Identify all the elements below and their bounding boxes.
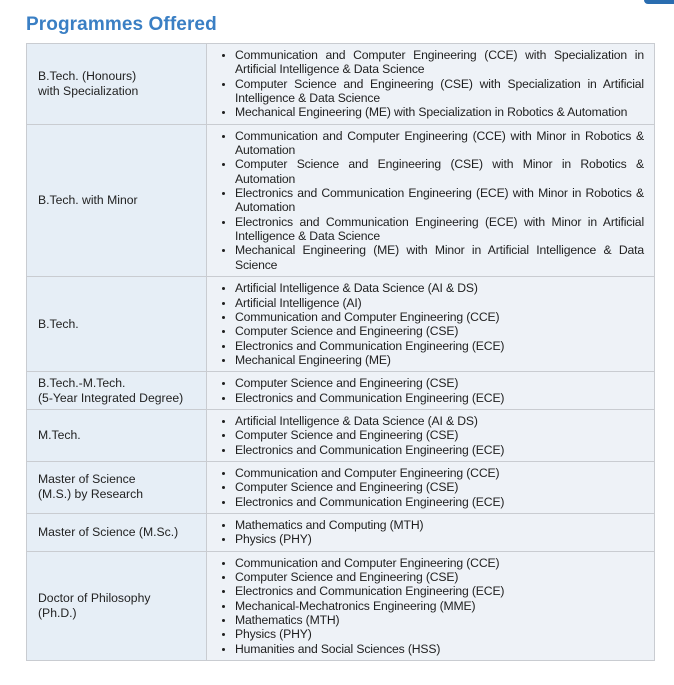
programme-item: • Electronics and Communication Engineering (ECE) xyxy=(235,495,644,509)
programme-list xyxy=(215,518,644,547)
programme-item: • Physics (PHY) xyxy=(235,627,644,641)
programme-item: • Mechanical-Mechatronics Engineering (MME) xyxy=(235,599,644,613)
programme-item: • Mathematics and Computing (MTH) xyxy=(235,518,644,532)
programme-item: • Communication and Computer Engineering (CCE) xyxy=(235,310,644,324)
programme-list xyxy=(215,48,644,120)
programme-item: • Artificial Intelligence (AI) xyxy=(235,296,644,310)
degree-cell xyxy=(27,277,207,372)
degree-name: Master of Science (M.Sc.) xyxy=(38,524,179,539)
degree-name: Master of Science (M.S.) by Research xyxy=(38,472,143,502)
programme-item: • Communication and Computer Engineering (CCE) with Minor in Robotics & Automation xyxy=(235,129,644,158)
programme-item: • Computer Science and Engineering (CSE) xyxy=(235,376,644,390)
programme-item: • Electronics and Communication Engineering (ECE) with Minor in Robotics & Automation xyxy=(235,186,644,215)
programmes-cell xyxy=(207,551,655,660)
programmes-cell xyxy=(207,277,655,372)
degree-cell xyxy=(27,461,207,513)
degree-name: B.Tech. xyxy=(38,316,79,331)
degree-cell xyxy=(27,513,207,551)
programme-list xyxy=(215,466,644,509)
programme-item: • Physics (PHY) xyxy=(235,532,644,546)
programmes-cell xyxy=(207,372,655,410)
programme-item: • Artificial Intelligence & Data Science (AI & DS) xyxy=(235,414,644,428)
programme-item: • Computer Science and Engineering (CSE) with Specialization in Artificial Intelligence & Data Science xyxy=(235,77,644,106)
programme-item: • Computer Science and Engineering (CSE) xyxy=(235,480,644,494)
programme-row xyxy=(27,277,655,372)
degree-name: B.Tech.-M.Tech. (5-Year Integrated Degree) xyxy=(38,375,184,405)
programme-row xyxy=(27,124,655,276)
programme-list xyxy=(215,414,644,457)
programme-item: • Electronics and Communication Engineering (ECE) xyxy=(235,339,644,353)
programme-row xyxy=(27,461,655,513)
programmes-table xyxy=(26,43,655,661)
degree-name: M.Tech. xyxy=(38,427,81,442)
programme-list xyxy=(215,129,644,272)
programmes-cell xyxy=(207,44,655,125)
degree-cell xyxy=(27,124,207,276)
programme-row xyxy=(27,44,655,125)
programme-item: • Artificial Intelligence & Data Science (AI & DS) xyxy=(235,281,644,295)
programme-item: • Electronics and Communication Engineering (ECE) xyxy=(235,443,644,457)
degree-cell xyxy=(27,372,207,410)
programme-item: • Mechanical Engineering (ME) xyxy=(235,353,644,367)
degree-name: B.Tech. (Honours) with Specialization xyxy=(38,68,139,98)
programme-item: • Electronics and Communication Engineering (ECE) xyxy=(235,391,644,405)
programme-item: • Mechanical Engineering (ME) with Specialization in Robotics & Automation xyxy=(235,105,644,119)
programme-item: • Computer Science and Engineering (CSE) xyxy=(235,428,644,442)
programmes-cell xyxy=(207,409,655,461)
degree-name: Doctor of Philosophy (Ph.D.) xyxy=(38,590,151,620)
degree-name: B.Tech. with Minor xyxy=(38,192,138,207)
programme-item: • Communication and Computer Engineering (CCE) with Specialization in Artificial Intelligence & Data Science xyxy=(235,48,644,77)
programme-item: • Mechanical Engineering (ME) with Minor in Artificial Intelligence & Data Science xyxy=(235,243,644,272)
programme-list xyxy=(215,376,644,405)
programme-row xyxy=(27,409,655,461)
degree-cell xyxy=(27,551,207,660)
programmes-table-body xyxy=(27,44,655,661)
programme-item: • Computer Science and Engineering (CSE) with Minor in Robotics & Automation xyxy=(235,157,644,186)
degree-cell xyxy=(27,409,207,461)
programme-item: • Computer Science and Engineering (CSE) xyxy=(235,324,644,338)
programme-row xyxy=(27,551,655,660)
degree-cell xyxy=(27,44,207,125)
programme-item: • Communication and Computer Engineering (CCE) xyxy=(235,556,644,570)
programme-list xyxy=(215,556,644,656)
programme-item: • Communication and Computer Engineering (CCE) xyxy=(235,466,644,480)
programme-row xyxy=(27,513,655,551)
programmes-cell xyxy=(207,124,655,276)
programme-item: • Computer Science and Engineering (CSE) xyxy=(235,570,644,584)
programme-item: • Electronics and Communication Engineering (ECE) with Minor in Artificial Intelligence & Data Science xyxy=(235,215,644,244)
page-title: Programmes Offered xyxy=(26,14,217,35)
corner-accent-bar xyxy=(644,0,674,4)
programmes-cell xyxy=(207,461,655,513)
programme-item: • Humanities and Social Sciences (HSS) xyxy=(235,642,644,656)
programmes-cell xyxy=(207,513,655,551)
programme-list xyxy=(215,281,644,367)
programme-item: • Mathematics (MTH) xyxy=(235,613,644,627)
programme-item: • Electronics and Communication Engineering (ECE) xyxy=(235,584,644,598)
programme-row xyxy=(27,372,655,410)
